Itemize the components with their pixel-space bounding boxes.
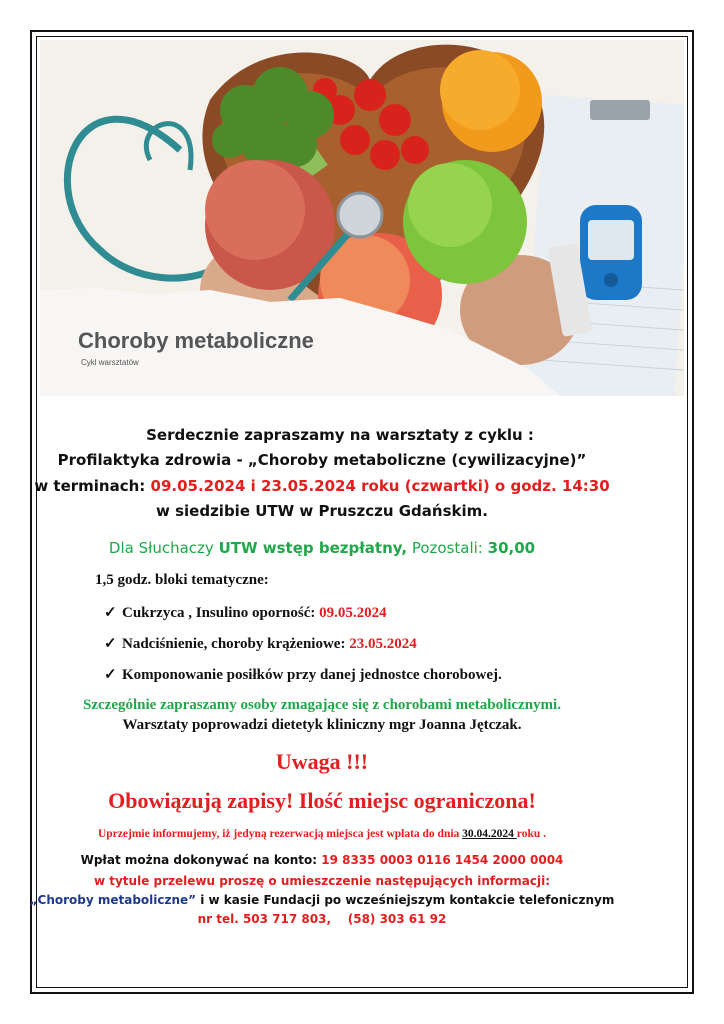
payment-line-3-rest: i w kasie Fundacji po wcześniejszym kontakcie telefonicznym (196, 893, 615, 907)
payment-line-3 (0, 893, 644, 907)
reservation-prefix: Uprzejmie informujemy, iż jedyną rezerwacją miejsca jest wpłata do dnia (97, 828, 463, 840)
reservation-note (0, 828, 644, 840)
check-icon: ✓ (104, 667, 117, 683)
reservation-date: 30.04.2024 (462, 828, 517, 840)
topic-date: 23.05.2024 (349, 636, 417, 652)
blocks-heading: 1,5 godz. bloki tematyczne: (95, 572, 269, 588)
invite-text: Szczególnie zapraszamy osoby zmagające się z chorobami metabolicznymi. (83, 697, 561, 713)
price-others: Pozostali: (407, 539, 488, 557)
topic-label: Komponowanie posiłków przy danej jednostce chorobowej. (122, 667, 502, 683)
dates-prefix: w terminach: (34, 477, 151, 495)
price-line (0, 539, 644, 557)
price-amount: 30,00 (487, 539, 536, 557)
transfer-title: „Choroby metaboliczne” (29, 893, 197, 907)
intro-line-1: Serdecznie zapraszamy na warsztaty z cyklu : (146, 426, 534, 444)
topic-item (104, 603, 387, 622)
check-icon: ✓ (104, 605, 117, 621)
topic-item (104, 634, 417, 653)
leader-text: Warsztaty poprowadzi dietetyk kliniczny mgr Joanna Jętczak. (122, 717, 522, 733)
hero-title: Choroby metaboliczne (78, 328, 314, 353)
topic-item (104, 665, 502, 684)
phone-numbers: nr tel. 503 717 803, (58) 303 61 92 (197, 912, 447, 926)
payment-line-1 (0, 853, 644, 867)
warning-text: Obowiązują zapisy! Ilość miejsc ograniczona! (108, 788, 536, 813)
hero-subtitle: Cykl warsztatów (81, 358, 139, 367)
price-prefix: Dla Słuchaczy (108, 539, 219, 557)
payment-line-2: w tytule przelewu proszę o umieszczenie następujących informacji: (93, 874, 551, 888)
reservation-suffix: roku . (516, 828, 546, 840)
hero-image (40, 40, 684, 396)
topic-date: 09.05.2024 (319, 605, 387, 621)
price-free: UTW wstęp bezpłatny, (218, 539, 408, 557)
bank-account: 19 8335 0003 0116 1454 2000 0004 (321, 853, 564, 867)
warning-title: Uwaga !!! (275, 749, 369, 774)
intro-line-2: Profilaktyka zdrowia - „Choroby metaboliczne (cywilizacyjne)” (57, 451, 587, 469)
intro-line-4: w siedzibie UTW w Pruszczu Gdańskim. (156, 502, 488, 520)
payment-prefix: Wpłat można dokonywać na konto: (80, 853, 322, 867)
intro-line-3 (0, 477, 644, 495)
topic-label: Cukrzyca , Insulino oporność: (122, 605, 320, 621)
workshop-dates: 09.05.2024 i 23.05.2024 roku (czwartki) o godz. 14:30 (150, 477, 610, 495)
topic-label: Nadciśnienie, choroby krążeniowe: (122, 636, 350, 652)
check-icon: ✓ (104, 636, 117, 652)
